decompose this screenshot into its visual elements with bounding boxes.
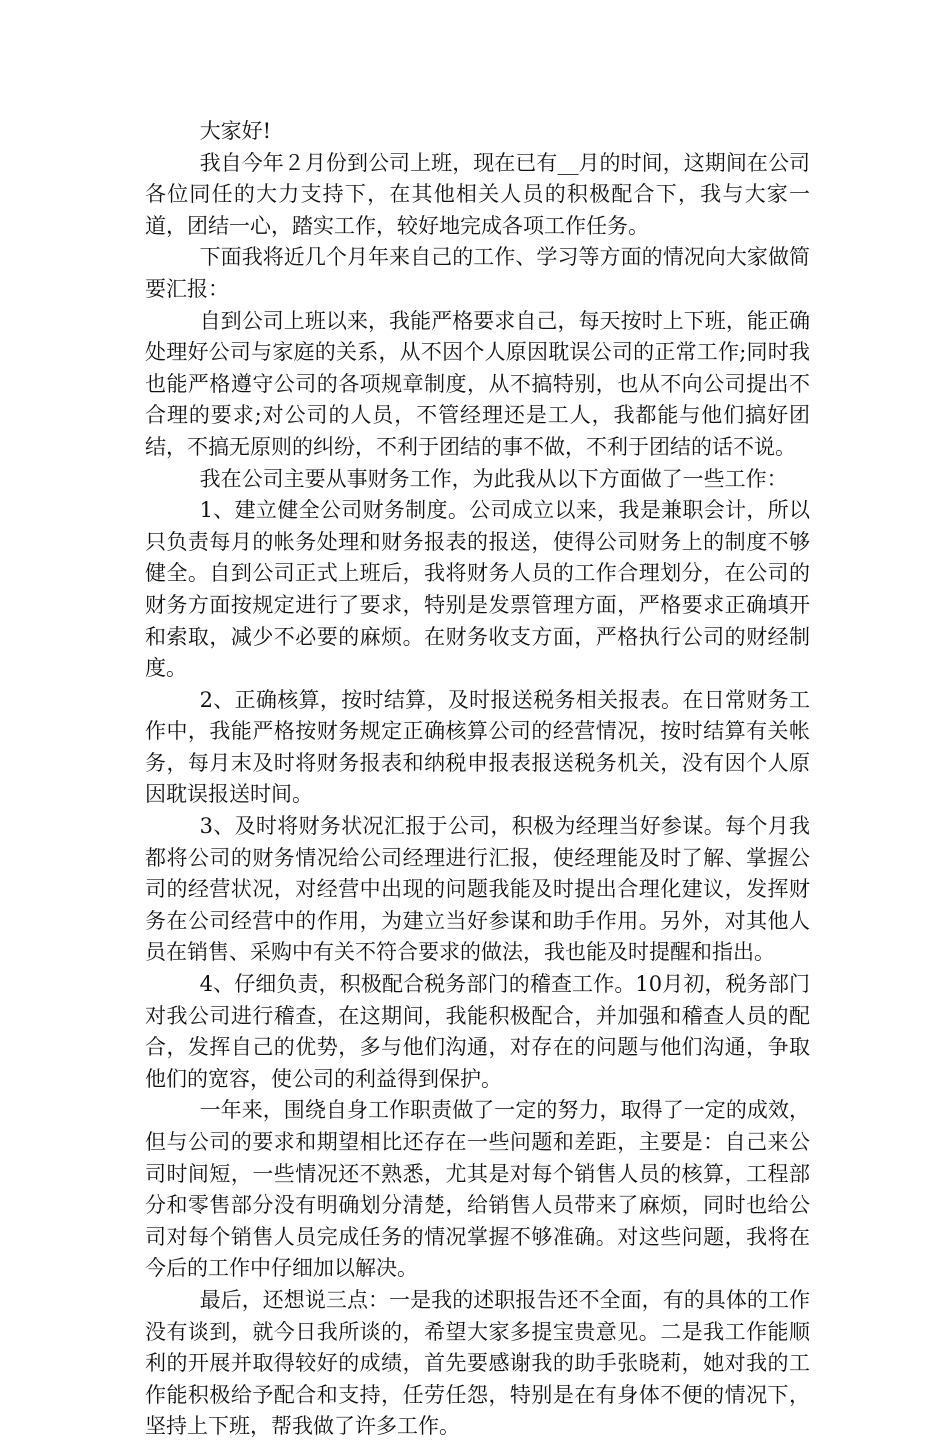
paragraph-summary: 一年来，围绕自身工作职责做了一定的努力，取得了一定的成效，但与公司的要求和期望相比还存在一些问题和差距，主要是：自己来公司时间短，一些情况还不熟悉，尤其是对每个销售人员的核算，工程部分和零售部分没有明确划分清楚，给销售人员带来了麻烦，同时也给公司对每个销售人员完成任务的情况掌握不够准确。对这些问题，我将在今后的工作中仔细加以解决。 [145,1098,810,1281]
paragraph-item-4: 4、仔细负责，积极配合税务部门的稽查工作。10月初，税务部门对我公司进行稽查，在这期间，我能积极配合，并加强和稽查人员的配合，发挥自己的优势，多与他们沟通，对存在的问题与他们沟通，争取他们的宽容，使公司的利益得到保护。 [145,972,810,1091]
paragraph-item-1: 1、建立健全公司财务制度。公司成立以来，我是兼职会计，所以只负责每月的帐务处理和财务报表的报送，使得公司财务上的制度不够健全。自到公司正式上班后，我将财务人员的工作合理划分，在公司的财务方面按规定进行了要求，特别是发票管理方面，严格要求正确填开和索取，减少不必要的麻烦。在财务收支方面，严格执行公司的财经制度。 [145,498,810,681]
paragraph-intro: 我自今年２月份到公司上班，现在已有__月的时间，这期间在公司各位同任的大力支持下，在其他相关人员的积极配合下，我与大家一道，团结一心，踏实工作，较好地完成各项工作任务。 [145,150,810,238]
paragraph-finance-intro: 我在公司主要从事财务工作，为此我从以下方面做了一些工作： [199,466,788,491]
document-body [145,116,810,1443]
paragraph-report-intro: 下面我将近几个月年来自己的工作、学习等方面的情况向大家做简要汇报： [145,245,810,301]
paragraph-closing: 最后，还想说三点：一是我的述职报告还不全面，有的具体的工作没有谈到，就今日我所谈的，希望大家多提宝贵意见。二是我工作能顺利的开展并取得较好的成绩，首先要感谢我的助手张晓莉，她对我的工作能积极给予配合和支持，任劳任怨，特别是在有身体不便的情况下，坚持上下班，帮我做了许多工作。 [145,1287,810,1439]
greeting: 大家好! [199,119,272,143]
paragraph-item-3: 3、及时将财务状况汇报于公司，积极为经理当好参谋。每个月我都将公司的财务情况给公司经理进行汇报，使经理能及时了解、掌握公司的经营状况，对经营中出现的问题我能及时提出合理化建议，发挥财务在公司经营中的作用，为建立当好参谋和助手作用。另外，对其他人员在销售、采购中有关不符合要求的做法，我也能及时提醒和指出。 [145,814,810,965]
paragraph-discipline: 自到公司上班以来，我能严格要求自己，每天按时上下班，能正确处理好公司与家庭的关系，从不因个人原因耽误公司的正常工作;同时我也能严格遵守公司的各项规章制度，从不搞特别，也从不向公司提出不合理的要求;对公司的人员，不管经理还是工人，我都能与他们搞好团结，不搞无原则的纠纷，不利于团结的事不做，不利于团结的话不说。 [145,308,810,459]
paragraph-item-2: 2、正确核算，按时结算，及时报送税务相关报表。在日常财务工作中，我能严格按财务规定正确核算公司的经营情况，按时结算有关帐务，每月末及时将财务报表和纳税申报表报送税务机关，没有因个人原因耽误报送时间。 [145,687,810,807]
